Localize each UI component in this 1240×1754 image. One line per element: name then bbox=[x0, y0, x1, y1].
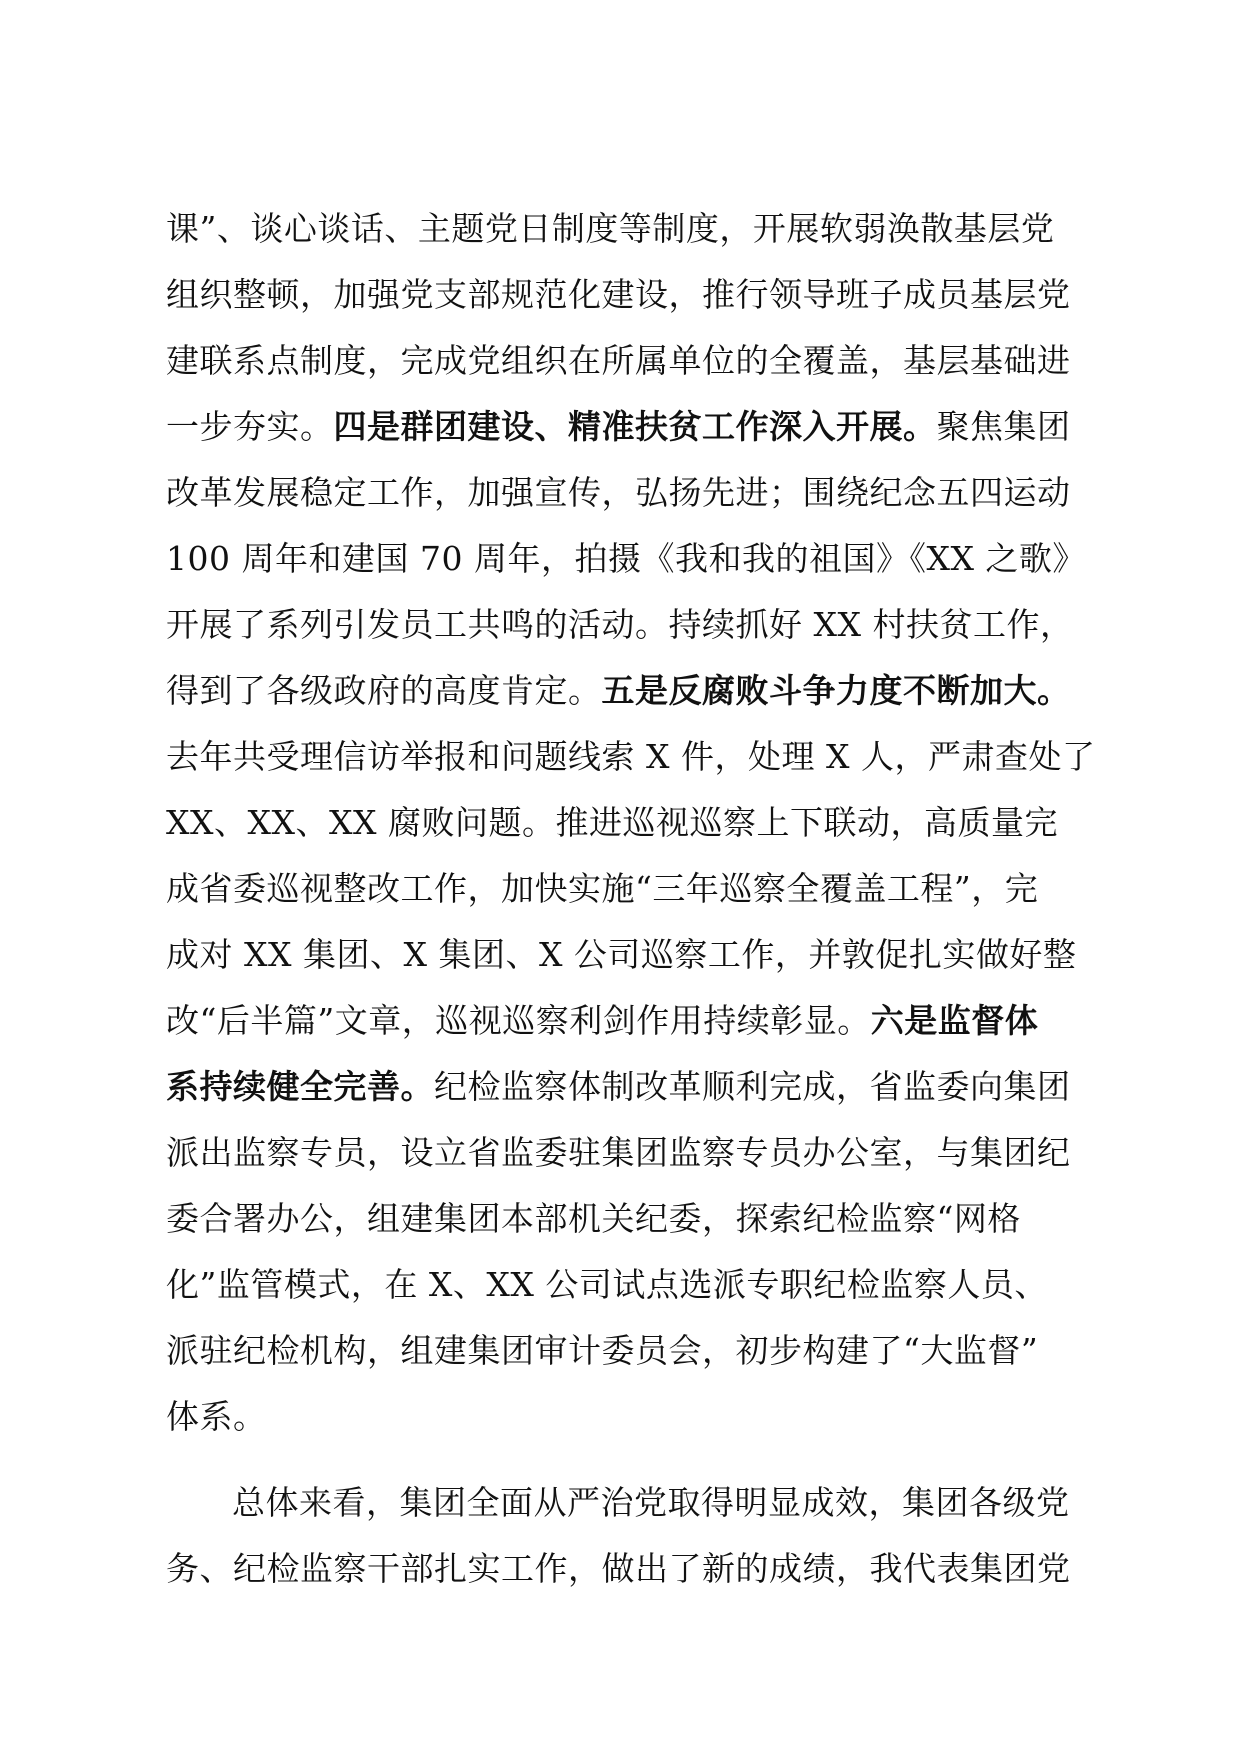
text-line bbox=[166, 1536, 1086, 1602]
text-run: 改“后半篇”文章，巡视巡察利剑作用持续彰显。 bbox=[166, 1001, 871, 1040]
text-run: 务、纪检监察干部扎实工作，做出了新的成绩，我代表集团党 bbox=[166, 1549, 1071, 1588]
text-line bbox=[166, 988, 1086, 1054]
text-line bbox=[166, 262, 1086, 328]
text-line bbox=[166, 1470, 1086, 1536]
text-line bbox=[166, 790, 1086, 856]
text-run: 得到了各级政府的高度肯定。 bbox=[166, 671, 602, 710]
text-run: 体系。 bbox=[166, 1397, 267, 1436]
text-line bbox=[166, 1318, 1086, 1384]
text-run: 派出监察专员，设立省监委驻集团监察专员办公室，与集团纪 bbox=[166, 1133, 1071, 1172]
text-run: 委合署办公，组建集团本部机关纪委，探索纪检监察“网格 bbox=[166, 1199, 1021, 1238]
text-line bbox=[166, 922, 1086, 988]
text-run: XX、XX、XX 腐败问题。推进巡视巡察上下联动，高质量完 bbox=[166, 803, 1058, 842]
text-line bbox=[166, 658, 1086, 724]
text-line bbox=[166, 1384, 1086, 1450]
text-line bbox=[166, 1054, 1086, 1120]
text-line bbox=[166, 724, 1096, 790]
text-line bbox=[166, 1186, 1086, 1252]
text-line bbox=[166, 1252, 1086, 1318]
text-run: 100 周年和建国 70 周年，拍摄《我和我的祖国》《XX 之歌》 bbox=[166, 539, 1086, 578]
text-run: 化”监管模式，在 X、XX 公司试点选派专职纪检监察人员、 bbox=[166, 1265, 1048, 1304]
text-run: 一步夯实。 bbox=[166, 407, 334, 446]
bold-heading-run: 系持续健全完善。 bbox=[166, 1067, 434, 1106]
bold-heading-run: 四是群团建设、精准扶贫工作深入开展。 bbox=[333, 407, 937, 446]
text-line bbox=[166, 1120, 1086, 1186]
text-run: 成对 XX 集团、X 集团、X 公司巡察工作，并敦促扎实做好整 bbox=[166, 935, 1077, 974]
summary-paragraph bbox=[166, 1470, 1086, 1602]
text-line bbox=[166, 460, 1086, 526]
text-run: 聚焦集团 bbox=[936, 407, 1071, 446]
text-run: 建联系点制度，完成党组织在所属单位的全覆盖，基层基础进 bbox=[166, 341, 1071, 380]
bold-heading-run: 六是监督体 bbox=[870, 1001, 1039, 1040]
text-run: 改革发展稳定工作，加强宣传，弘扬先进；围绕纪念五四运动 bbox=[166, 473, 1071, 512]
text-line bbox=[166, 526, 1086, 592]
text-run: 开展了系列引发员工共鸣的活动。持续抓好 XX 村扶贫工作， bbox=[166, 605, 1074, 644]
bold-heading-run: 五是反腐败斗争力度不断加大。 bbox=[601, 671, 1071, 710]
text-line bbox=[166, 328, 1086, 394]
text-line bbox=[166, 856, 1086, 922]
text-run: 成省委巡视整改工作，加快实施“三年巡察全覆盖工程”，完 bbox=[166, 869, 1039, 908]
text-line bbox=[166, 196, 1086, 262]
text-run: 去年共受理信访举报和问题线索 X 件，处理 X 人，严肃查处了 bbox=[166, 737, 1096, 776]
text-line bbox=[166, 394, 1086, 460]
text-run: 课”、谈心谈话、主题党日制度等制度，开展软弱涣散基层党 bbox=[166, 209, 1055, 248]
text-run: 总体来看，集团全面从严治党取得明显成效，集团各级党 bbox=[232, 1483, 1070, 1522]
body-paragraph bbox=[166, 196, 1096, 1450]
text-run: 纪检监察体制改革顺利完成，省监委向集团 bbox=[434, 1067, 1071, 1106]
text-run: 派驻纪检机构，组建集团审计委员会，初步构建了“大监督” bbox=[166, 1331, 1039, 1370]
text-line bbox=[166, 592, 1086, 658]
text-run: 组织整顿，加强党支部规范化建设，推行领导班子成员基层党 bbox=[166, 275, 1071, 314]
